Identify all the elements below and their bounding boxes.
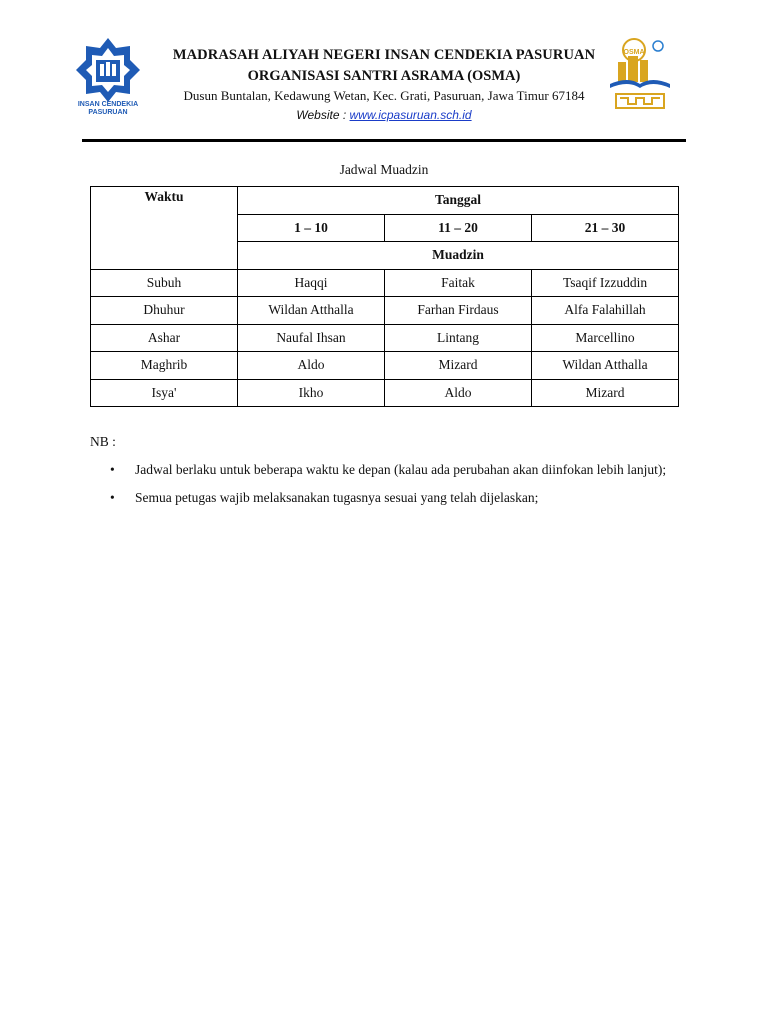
range-cell: 1 – 10 <box>238 214 385 242</box>
name-cell: Naufal Ihsan <box>238 324 385 352</box>
svg-text:PASURUAN: PASURUAN <box>88 109 128 116</box>
name-cell: Wildan Atthalla <box>238 297 385 325</box>
waktu-cell: Isya' <box>91 379 238 407</box>
waktu-cell: Ashar <box>91 324 238 352</box>
document-title: Jadwal Muadzin <box>339 162 429 177</box>
name-cell: Tsaqif Izzuddin <box>532 269 679 297</box>
table-row <box>91 324 679 352</box>
website-line <box>150 106 618 124</box>
address: Dusun Buntalan, Kedawung Wetan, Kec. Grati, Pasuruan, Jawa Timur 67184 <box>183 88 585 103</box>
logo-lettering: INSAN CENDEKIA <box>77 101 139 108</box>
waktu-cell: Maghrib <box>91 352 238 380</box>
institution-name: MADRASAH ALIYAH NEGERI INSAN CENDEKIA PASURUAN <box>172 47 596 63</box>
name-cell: Farhan Firdaus <box>385 297 532 325</box>
schedule-table <box>90 186 679 407</box>
name-cell: Lintang <box>385 324 532 352</box>
header-divider <box>82 139 686 142</box>
name-cell: Alfa Falahillah <box>532 297 679 325</box>
list-item <box>110 456 670 484</box>
name-cell: Marcellino <box>532 324 679 352</box>
name-cell: Aldo <box>385 379 532 407</box>
table-row <box>91 352 679 380</box>
header-waktu: Waktu <box>91 187 238 270</box>
bullet-icon: • <box>110 490 115 505</box>
note-text: Semua petugas wajib melaksanakan tugasnya sesuai yang telah dijelaskan; <box>135 490 539 505</box>
notes-list <box>110 456 670 512</box>
note-text: Jadwal berlaku untuk beberapa waktu ke depan (kalau ada perubahan akan diinfokan lebih lanjut); <box>135 462 667 477</box>
list-item <box>110 484 670 512</box>
website-label: Website : <box>296 108 350 122</box>
organization-name: ORGANISASI SANTRI ASRAMA (OSMA) <box>247 68 521 84</box>
range-cell: 11 – 20 <box>385 214 532 242</box>
name-cell: Haqqi <box>238 269 385 297</box>
letterhead <box>150 44 618 124</box>
website-link[interactable]: www.icpasuruan.sch.id <box>349 108 472 122</box>
name-cell: Ikho <box>238 379 385 407</box>
table-row <box>91 379 679 407</box>
table-header-row <box>91 187 679 215</box>
name-cell: Mizard <box>532 379 679 407</box>
name-cell: Mizard <box>385 352 532 380</box>
table-row <box>91 269 679 297</box>
name-cell: Wildan Atthalla <box>532 352 679 380</box>
name-cell: Faitak <box>385 269 532 297</box>
header-tanggal: Tanggal <box>238 187 679 215</box>
osma-logo <box>604 36 676 112</box>
insan-cendekia-logo <box>72 36 144 116</box>
waktu-cell: Dhuhur <box>91 297 238 325</box>
header-muadzin: Muadzin <box>238 242 679 270</box>
table-row <box>91 297 679 325</box>
waktu-cell: Subuh <box>91 269 238 297</box>
bullet-icon: • <box>110 462 115 477</box>
nb-label: NB : <box>90 434 116 449</box>
range-cell: 21 – 30 <box>532 214 679 242</box>
osma-lettering: OSMA <box>623 49 645 56</box>
name-cell: Aldo <box>238 352 385 380</box>
